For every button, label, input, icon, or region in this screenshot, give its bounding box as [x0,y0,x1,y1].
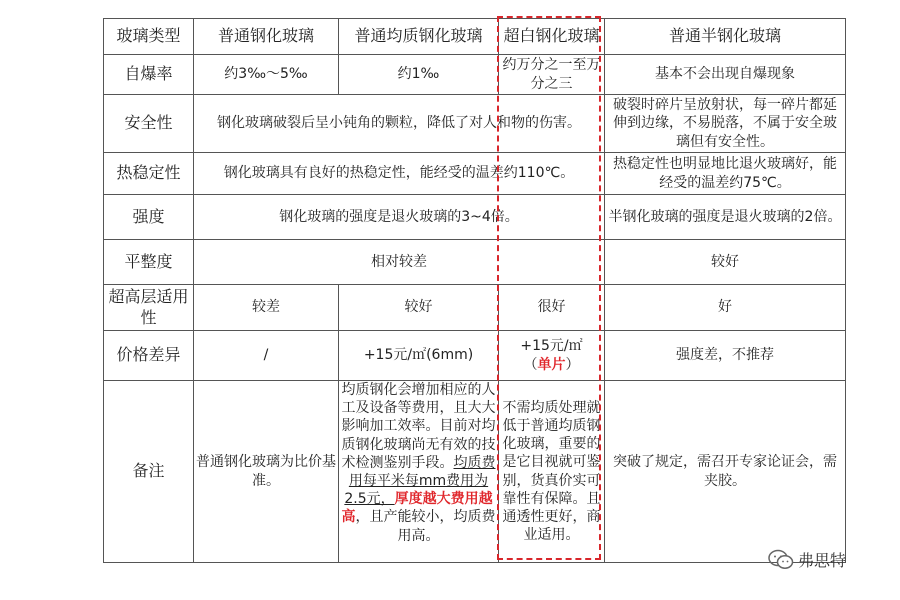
row-label-price: 价格差异 [104,331,194,381]
cell-remarks-c4: 突破了规定，需召开专家论证会，需夹胶。 [605,381,846,563]
cell-highrise-c2: 较好 [339,285,499,331]
remarks-c2-text2: ，且产能较小，均质费用高。 [355,509,496,544]
row-strength [104,195,846,240]
remarks-c2-text1: 均质钢化会增加相应的人工及设备等费用，且大大影响加工效率。目前对均质钢化玻璃尚无有效的技术检测鉴别手段。 [341,382,496,471]
header-ultra-clear-tempered: 超白钢化玻璃 [499,19,605,55]
cell-highrise-c3: 很好 [499,285,605,331]
row-thermal [104,153,846,195]
comparison-table [103,18,846,563]
cell-price-c3 [499,331,605,381]
cell-price-c1: / [194,331,339,381]
header-ordinary-tempered: 普通钢化玻璃 [194,19,339,55]
cell-strength-c4: 半钢化玻璃的强度是退火玻璃的2倍。 [605,195,846,240]
cell-strength-merged: 钢化玻璃的强度是退火玻璃的3~4倍。 [194,195,605,240]
row-label-flatness: 平整度 [104,240,194,285]
remarks-c2-red: 厚度越大费用越高 [341,491,493,526]
cell-self-explosion-c3: 约万分之一至万分之三 [499,55,605,95]
cell-price-c4: 强度差，不推荐 [605,331,846,381]
row-flatness [104,240,846,285]
header-heat-soaked-tempered: 普通均质钢化玻璃 [339,19,499,55]
cell-remarks-c1: 普通钢化玻璃为比价基准。 [194,381,339,563]
remarks-c2-underlined: 均质费用每平米每mm费用为2.5元， [344,454,496,508]
cell-self-explosion-c4: 基本不会出现自爆现象 [605,55,846,95]
price-c3-open: （ [523,356,538,373]
row-highrise [104,285,846,331]
price-c3-line1: +15元/㎡ [520,338,583,355]
row-label-self-explosion: 自爆率 [104,55,194,95]
cell-thermal-merged: 钢化玻璃具有良好的热稳定性，能经受的温差约110℃。 [194,153,605,195]
row-remarks [104,381,846,563]
watermark [768,548,846,571]
row-label-strength: 强度 [104,195,194,240]
cell-highrise-c1: 较差 [194,285,339,331]
row-safety [104,95,846,153]
cell-self-explosion-c2: 约1‰ [339,55,499,95]
row-label-safety: 安全性 [104,95,194,153]
wechat-icon [768,549,794,571]
cell-thermal-c4: 热稳定性也明显地比退火玻璃好，能经受的温差约75℃。 [605,153,846,195]
row-self-explosion [104,55,846,95]
row-price [104,331,846,381]
cell-remarks-c3: 不需均质处理就低于普通均质钢化玻璃，重要的是它目视就可鉴别，货真价实可靠性有保障。且通透性更好，商业适用。 [499,381,605,563]
cell-self-explosion-c1: 约3‰～5‰ [194,55,339,95]
row-label-highrise: 超高层适用性 [104,285,194,331]
cell-flatness-c4: 较好 [605,240,846,285]
price-c3-single-pane: 单片 [537,356,566,373]
row-label-thermal: 热稳定性 [104,153,194,195]
cell-highrise-c4: 好 [605,285,846,331]
header-glass-type: 玻璃类型 [104,19,194,55]
header-row [104,19,846,55]
cell-price-c2: +15元/㎡(6mm) [339,331,499,381]
watermark-text: 弗思特 [798,551,847,570]
header-heat-strengthened: 普通半钢化玻璃 [605,19,846,55]
price-c3-close: ） [565,356,580,373]
price-c3-line2 [501,356,602,374]
cell-safety-c4: 破裂时碎片呈放射状，每一碎片都延伸到边缘，不易脱落，不属于安全玻璃但有安全性。 [605,95,846,153]
cell-safety-merged: 钢化玻璃破裂后呈小钝角的颗粒，降低了对人和物的伤害。 [194,95,605,153]
cell-flatness-merged: 相对较差 [194,240,605,285]
cell-remarks-c2 [339,381,499,563]
row-label-remarks: 备注 [104,381,194,563]
